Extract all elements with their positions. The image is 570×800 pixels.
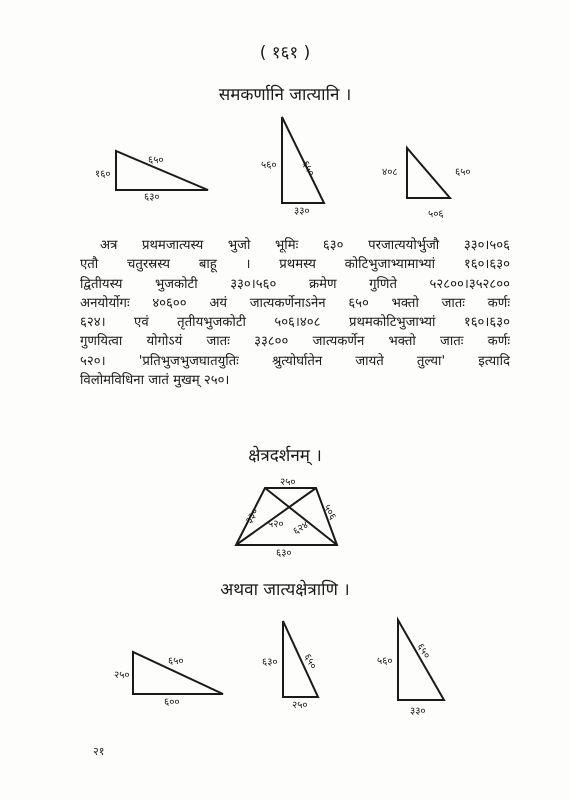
heading-or-right-fields: अथवा जात्यक्षेत्राणि । (220, 580, 350, 600)
top-t1-left-label: १६० (95, 169, 111, 180)
footer-signature-mark: २१ (93, 745, 105, 758)
top-t2-hyp-label: ६५० (299, 159, 317, 179)
top-t2-base-label: ३३० (294, 206, 310, 217)
bottom-t2-base-label: २५० (292, 700, 308, 711)
bottom-t1-hyp-label: ६५० (168, 656, 184, 667)
body-line: विलोमविधिना जातं मुखम् २५०। (80, 373, 230, 389)
page-number: ( १६१ ) (259, 43, 311, 63)
bottom-t2-hyp-label: ६५० (301, 652, 319, 672)
bottom-t3-base-label: ३३० (410, 706, 426, 717)
bottom-t3-hyp-label: ६५० (414, 641, 433, 661)
body-line: गुणयित्वा योगोऽयं जातः ३३८०० जात्यकर्णेन भक्तो जातः कर्णः (80, 334, 510, 350)
bottom-triangle-3 (398, 620, 444, 700)
quad-diag-b-label: ६२४ (291, 519, 311, 538)
quad-base-label: ६३० (276, 548, 292, 559)
top-t3-hyp-label: ६५० (455, 167, 471, 178)
bottom-t3-left-label: ५६० (377, 656, 393, 667)
body-line: अनयोर्योगः ४०६०० अयं जात्यकर्णेनाऽनेन ६५० भक्तो जातः कर्णः (80, 295, 510, 311)
heading-right-triangles: समकर्णानि जात्यानि । (218, 85, 352, 105)
body-line: ६२४। एवं तृतीयभुजकोटी ५०६।४०८ प्रथमकोटिभुजाभ्यां १६०।६३० (80, 315, 510, 331)
bottom-t1-left-label: २५० (114, 670, 130, 681)
body-line: अत्र प्रथमजात्यस्य भुजो भूमिः ६३० परजात्ययोर्भुजौ ३३०।५०६ (100, 238, 510, 253)
quad-diag-a-label: ५२० (268, 519, 284, 530)
top-t3-base-label: ५०६ (428, 209, 444, 220)
top-t1-hyp-label: ६५० (148, 155, 164, 166)
body-line: द्वितीयस्य भुजकोटी ३३०।५६० क्रमेण गुणिते ५२८००।३५२८०० (80, 276, 510, 292)
quad-right-label: ५०६ (321, 502, 339, 522)
heading-field-display: क्षेत्रदर्शनम् । (248, 446, 322, 466)
body-line: ५२०। 'प्रतिभुजभुजघातयुतिः श्रुत्योर्घातेन जायते तुल्या' इत्यादि (80, 353, 510, 369)
bottom-t2-left-label: ६३० (262, 657, 278, 668)
bottom-t1-base-label: ६०० (164, 697, 180, 708)
body-line: एतौ चतुरस्रस्य बाहू । प्रथमस्य कोटिभुजाभ्यामाभ्यां १६०।६३० (80, 257, 510, 273)
quad-top-label: २५० (280, 477, 296, 488)
quad-left-label: ३३० (243, 506, 261, 526)
top-t1-base-label: ६३० (144, 192, 160, 203)
top-t2-left-label: ५६० (261, 160, 277, 171)
top-t3-left-label: ४०८ (382, 167, 398, 178)
